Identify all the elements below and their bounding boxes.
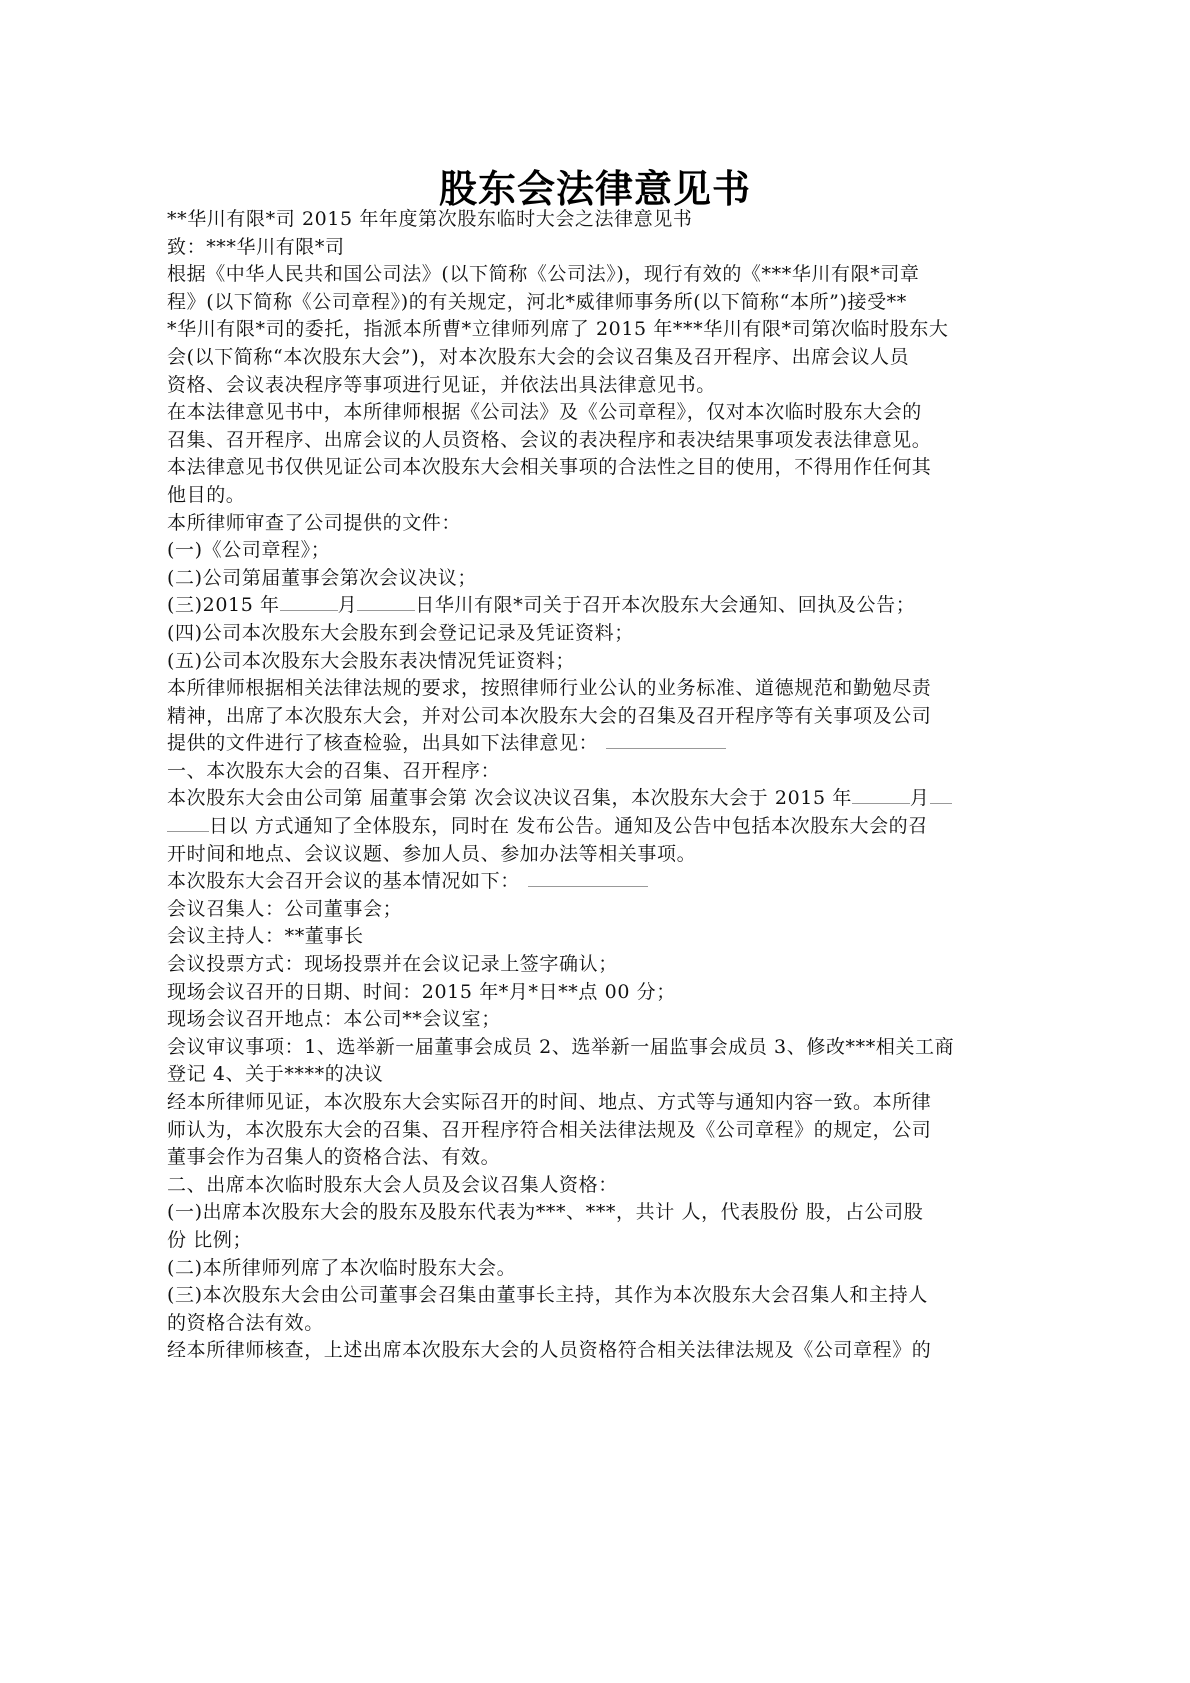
subtitle-line: **华川有限*司 2015 年年度第次股东临时大会之法律意见书 (167, 208, 693, 230)
paragraph-line: 经本所律师见证，本次股东大会实际召开的时间、地点、方式等与通知内容一致。本所律 (167, 1091, 932, 1113)
paragraph-line: 本所律师审查了公司提供的文件： (167, 511, 462, 534)
blank-field (167, 813, 209, 832)
doc-list-item: (二)公司第届董事会第次会议决议； (167, 566, 478, 589)
paragraph-line: 召集、召开程序、出席会议的人员资格、会议的表决程序和表决结果事项发表法律意见。 (167, 428, 932, 451)
document-title: 股东会法律意见书 (438, 166, 751, 211)
document-body (167, 206, 957, 1365)
paragraph-line: 本所律师根据相关法律法规的要求，按照律师行业公认的业务标准、道德规范和勤勉尽责 (167, 677, 932, 700)
meeting-info-line: 会议审议事项：1、选举新一届董事会成员 2、选举新一届监事会成员 3、修改***相关工商 (167, 1035, 955, 1058)
doc-list-text: 日华川有限*司关于召开本次股东大会通知、回执及公告； (415, 594, 916, 617)
doc-list-item: (五)公司本次股东大会股东表决情况凭证资料； (167, 649, 576, 672)
paragraph-line: 精神，出席了本次股东大会，并对公司本次股东大会的召集及召开程序等有关事项及公司 (167, 704, 932, 727)
meeting-info-line: 登记 4、关于****的决议 (167, 1063, 384, 1086)
doc-list-text: 月 (337, 594, 358, 617)
blank-field (606, 730, 726, 749)
paragraph-line (167, 785, 957, 813)
addressee-line: 致：***华川有限*司 (167, 235, 345, 258)
paragraph-line: 师认为，本次股东大会的召集、召开程序符合相关法律法规及《公司章程》的规定，公司 (167, 1118, 932, 1141)
doc-list-item: (一)《公司章程》； (167, 539, 331, 562)
paragraph-line: 在本法律意见书中，本所律师根据《公司法》及《公司章程》，仅对本次临时股东大会的 (167, 401, 922, 424)
paragraph-text: 日以 方式通知了全体股东，同时在 发布公告。通知及公告中包括本次股东大会的召 (209, 815, 928, 838)
blank-field (280, 592, 338, 611)
paragraph-line (167, 868, 957, 896)
paragraph-line (167, 813, 957, 841)
meeting-info-line: 会议召集人：公司董事会； (167, 897, 403, 920)
blank-field (930, 785, 952, 804)
paragraph-line: 资格、会议表决程序等事项进行见证，并依法出具法律意见书。 (167, 373, 716, 396)
meeting-info-line: 会议主持人：**董事长 (167, 925, 364, 948)
meeting-info-line: 会议投票方式：现场投票并在会议记录上签字确认； (167, 953, 618, 976)
paragraph-line: 会(以下简称“本次股东大会”)，对本次股东大会的会议召集及召开程序、出席会议人员 (167, 345, 910, 368)
paragraph-line: 份 比例； (167, 1228, 253, 1251)
paragraph-line: *华川有限*司的委托，指派本所曹*立律师列席了 2015 年***华川有限*司第次临时股东大 (167, 318, 949, 341)
paragraph-line: 他目的。 (167, 483, 246, 506)
paragraph-line: 的资格合法有效。 (167, 1311, 324, 1334)
paragraph-line: 董事会作为召集人的资格合法、有效。 (167, 1146, 501, 1169)
paragraph-line: 本法律意见书仅供见证公司本次股东大会相关事项的合法性之目的使用，不得用作任何其 (167, 456, 932, 479)
section-heading: 一、本次股东大会的召集、召开程序： (167, 759, 501, 782)
doc-list-item (167, 592, 957, 620)
paragraph-text: 提供的文件进行了核查检验，出具如下法律意见： (167, 732, 599, 755)
paragraph-line: 经本所律师核查，上述出席本次股东大会的人员资格符合相关法律法规及《公司章程》的 (167, 1339, 932, 1362)
meeting-info-line: 现场会议召开地点：本公司**会议室； (167, 1008, 501, 1031)
doc-list-text: (三)2015 年 (167, 594, 280, 617)
paragraph-text: 本次股东大会由公司第 届董事会第 次会议决议召集，本次股东大会于 2015 年 (167, 787, 852, 810)
blank-field (528, 868, 648, 887)
blank-field (357, 592, 415, 611)
paragraph-line (167, 730, 957, 758)
doc-list-item: (四)公司本次股东大会股东到会登记记录及凭证资料； (167, 621, 634, 644)
paragraph-text: 月 (909, 787, 930, 810)
section-heading: 二、出席本次临时股东大会人员及会议召集人资格： (167, 1173, 618, 1196)
meeting-info-line: 现场会议召开的日期、时间：2015 年*月*日**点 00 分； (167, 980, 676, 1003)
paragraph-text: 本次股东大会召开会议的基本情况如下： (167, 870, 520, 893)
paragraph-line: 程》(以下简称《公司章程》)的有关规定，河北*威律师事务所(以下简称“本所”)接受** (167, 290, 907, 313)
paragraph-line: (三)本次股东大会由公司董事会召集由董事长主持，其作为本次股东大会召集人和主持人 (167, 1284, 928, 1307)
paragraph-line: 根据《中华人民共和国公司法》(以下简称《公司法》)，现行有效的《***华川有限*司章 (167, 263, 920, 286)
blank-field (852, 785, 910, 804)
paragraph-line: (一)出席本次股东大会的股东及股东代表为***、***，共计 人，代表股份 股，占公司股 (167, 1201, 924, 1224)
paragraph-line: 开时间和地点、会议议题、参加人员、参加办法等相关事项。 (167, 842, 697, 865)
paragraph-line: (二)本所律师列席了本次临时股东大会。 (167, 1256, 517, 1279)
